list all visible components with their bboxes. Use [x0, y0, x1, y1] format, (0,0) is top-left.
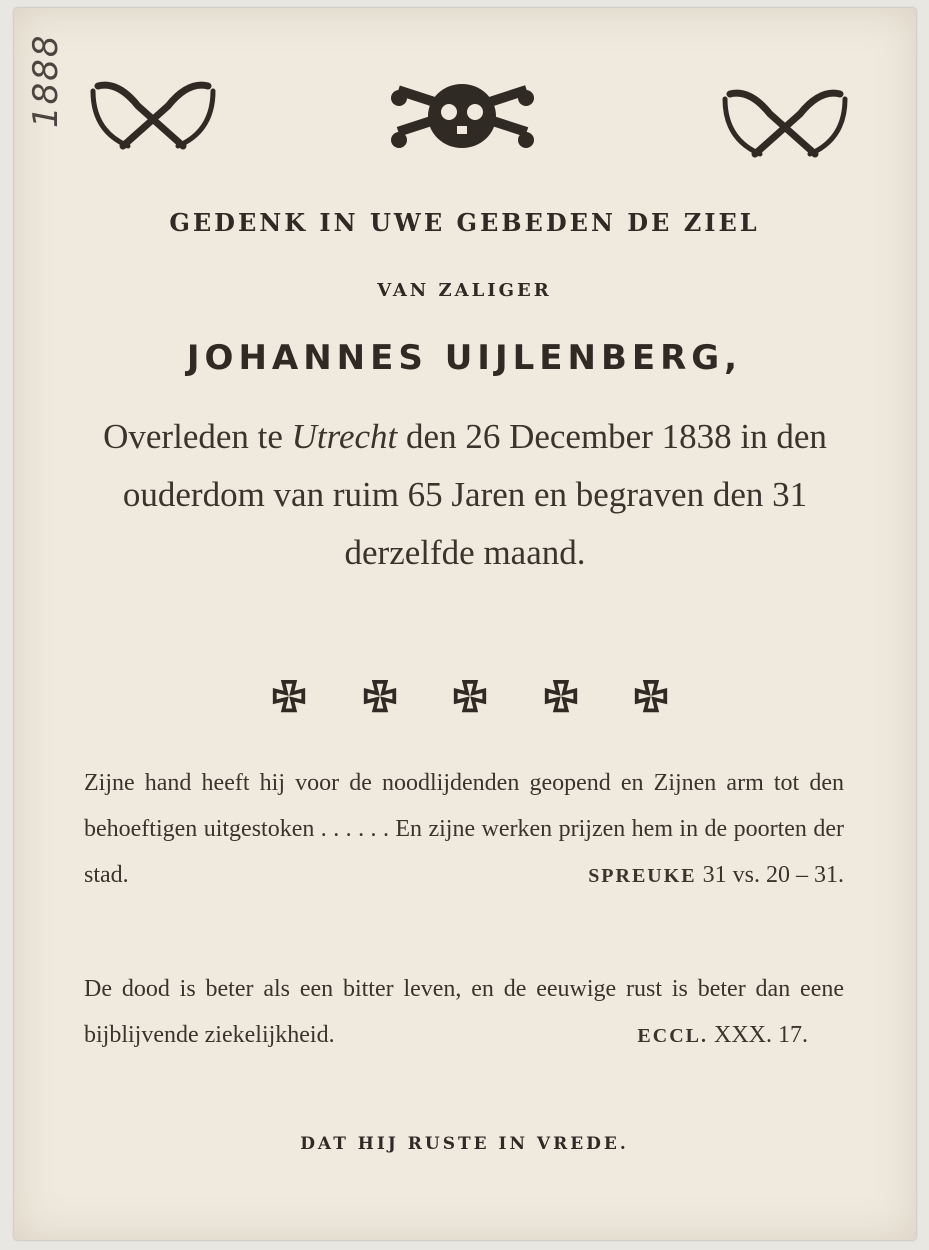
notice-place: Utrecht — [291, 417, 398, 456]
cross-icon — [361, 680, 399, 718]
verse-text: Zijne hand heeft hij voor de noodlijdenden geopend en Zijnen arm tot den behoeftigen uitgestoken . . . . . . En zijne werken prijzen hem in de poorten der stad. — [84, 770, 844, 888]
skull-crossbones-icon — [385, 78, 540, 160]
deceased-name: JOHANNES UIJLENBERG, — [186, 338, 743, 378]
heading-line2: VAN ZALIGER — [377, 280, 552, 301]
cross-row — [270, 680, 670, 718]
cross-icon — [270, 680, 308, 718]
verse-proverbs — [84, 760, 844, 899]
crossed-scythes-icon — [720, 84, 850, 164]
verse-reference-number: XXX. 17. — [714, 1022, 808, 1048]
verse-reference-book: ECCL. — [637, 1025, 708, 1047]
crossed-scythes-icon — [88, 76, 218, 156]
handwritten-note: 1888 — [26, 33, 66, 128]
death-notice — [85, 408, 845, 582]
verse-text: De dood is beter als een bitter leven, en de eeuwige rust is beter dan eene bijblijvende ziekelijkheid. — [84, 976, 844, 1048]
verse-reference-number: 31 vs. 20 – 31. — [702, 862, 844, 888]
cross-icon — [451, 680, 489, 718]
closing-line: DAT HIJ RUSTE IN VREDE. — [300, 1134, 629, 1154]
notice-text-start: Overleden te — [103, 417, 292, 456]
verse-reference-book: SPREUKE — [588, 865, 697, 887]
notice-text-end: den 26 December 1838 in den ouderdom van ruim 65 Jaren en begraven den 31 derzelfde maand. — [122, 417, 827, 572]
cross-icon — [542, 680, 580, 718]
heading-line1: GEDENK IN UWE GEBEDEN DE ZIEL — [169, 208, 760, 237]
verse-ecclesiastes — [84, 966, 844, 1059]
cross-icon — [632, 680, 670, 718]
